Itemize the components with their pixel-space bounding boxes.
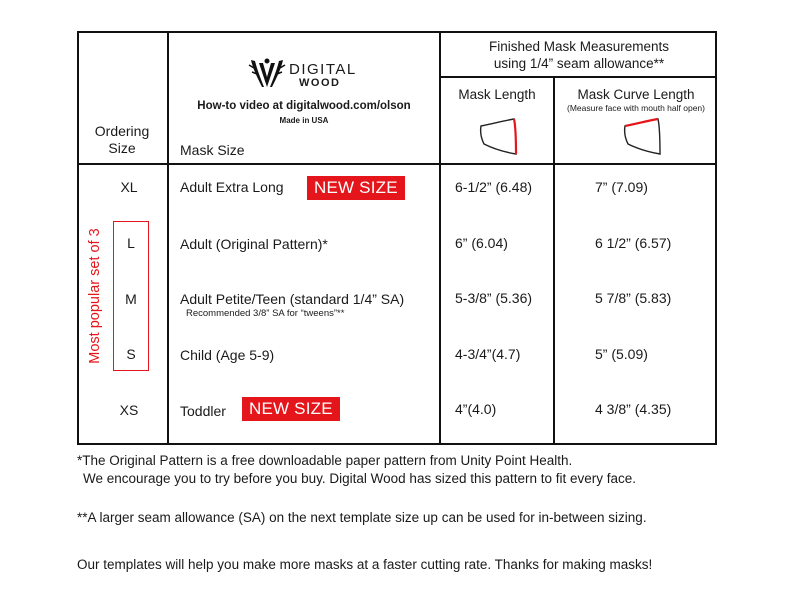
ordering-size-header: Ordering Size [94,123,150,156]
finished-measurements-title: Finished Mask Measurements using 1/4” seam allowance** [488,39,670,71]
row-xs-length: 4”(4.0) [455,401,497,417]
note-try-before-buy: We encourage you to try before you buy. Digital Wood has sized this pattern to fit every face. [83,471,637,486]
row-l-curve: 6 1/2” (6.57) [595,235,672,251]
header-divider [77,163,717,165]
row-s-length: 4-3/4”(4.7) [455,346,521,362]
mask-curve-length-header: Mask Curve Length [577,87,695,102]
row-xl-size: XL [120,179,138,195]
row-s-curve: 5” (5.09) [595,346,648,362]
row-m-note: Recommended 3/8” SA for “tweens”** [186,308,345,319]
video-link: How-to video at digitalwood.com/olson [197,100,411,112]
row-l-name: Adult (Original Pattern)* [180,236,328,252]
mask-curve-icon [622,116,668,158]
antler-logo-icon [247,57,287,91]
mask-length-header: Mask Length [458,87,536,102]
row-xl-curve: 7” (7.09) [595,179,648,195]
row-l-size: L [127,235,135,251]
row-xl-length: 6-1/2” (6.48) [455,179,533,195]
row-m-size: M [125,291,137,307]
digital-wood-logo [247,57,367,93]
column-divider-1 [167,31,169,445]
row-xl-name: Adult Extra Long [180,179,284,195]
note-original-pattern: *The Original Pattern is a free downloadable paper pattern from Unity Point Health. [77,453,573,468]
made-in-usa: Made in USA [279,116,329,125]
popular-set-label: Most popular set of 3 [87,228,103,364]
mask-curve-note: (Measure face with mouth half open) [567,103,705,113]
row-xl-new-badge: NEW SIZE [307,176,405,200]
note-seam-allowance: **A larger seam allowance (SA) on the next template size up can be used for in-between sizing. [77,510,647,525]
mask-size-header: Mask Size [180,142,245,158]
row-xs-name: Toddler [180,403,226,419]
column-divider-3 [553,76,555,445]
row-s-name: Child (Age 5-9) [180,347,275,363]
row-l-length: 6” (6.04) [455,235,508,251]
row-xs-new-badge: NEW SIZE [242,397,340,421]
row-s-size: S [126,346,136,362]
row-m-curve: 5 7/8” (5.83) [595,290,672,306]
row-m-length: 5-3/8” (5.36) [455,290,533,306]
row-xs-curve: 4 3/8” (4.35) [595,401,672,417]
row-m-name: Adult Petite/Teen (standard 1/4” SA) [180,291,405,307]
logo-text-top: DIGITAL [289,61,357,78]
logo-text-bottom: WOOD [299,77,341,89]
row-xs-size: XS [119,402,139,418]
mask-length-icon [478,116,524,158]
header-subdivider [439,76,717,78]
note-thanks: Our templates will help you make more masks at a faster cutting rate. Thanks for making masks! [77,557,653,572]
